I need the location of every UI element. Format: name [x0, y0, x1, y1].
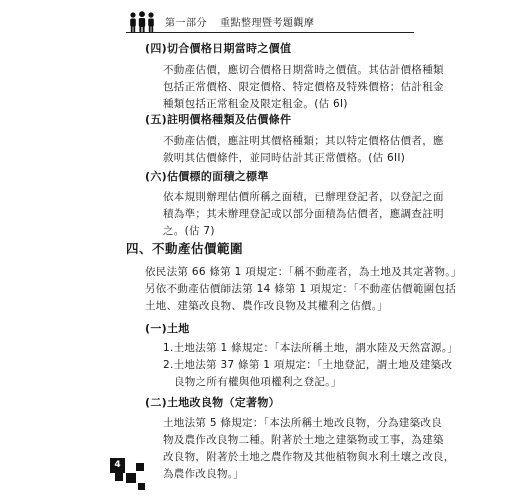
- paragraph-line: 種類包括正常租金及限定租金。(估 6I): [163, 98, 348, 110]
- page-number: 4: [110, 458, 125, 473]
- paragraph-line: 積為準；其未辦理登記或以部分面積為估價者，應調查註明: [163, 208, 444, 220]
- paragraph-line: 不動產估價，應切合價格日期當時之價值。其估計價格種類: [163, 64, 444, 76]
- paragraph-line: 依民法第 66 條第 1 項規定：「稱不動產者，為土地及其定著物。」: [145, 266, 462, 278]
- subheading-land: (一)土地: [145, 322, 190, 335]
- paragraph-line: 物及農作改良物二種。附著於土地之建築物或工事，為建築: [163, 434, 444, 446]
- subheading-4: (四)切合價格日期當時之價值: [145, 42, 292, 55]
- paragraph-line: 土地、建築改良物、農作改良物及其權利之估價。」: [145, 300, 389, 312]
- paragraph-line: 為農作改良物。」: [163, 468, 245, 480]
- decorative-square: [138, 483, 145, 490]
- decorative-square: [136, 463, 144, 471]
- paragraph-line: 1.土地法第 1 條規定：「本法所稱土地，謂水陸及天然富源。」: [163, 342, 459, 354]
- section-heading-4: 四、不動產估價範圍: [126, 241, 244, 256]
- subheading-6: (六)估價標的面積之標準: [145, 170, 269, 183]
- paragraph-line: 改良物，附著於土地之農作物及其他植物與水利土壤之改良，: [163, 451, 455, 463]
- paragraph-line: 另依不動產估價師法第 14 條第 1 項規定：「不動產估價範圍包括: [145, 283, 457, 295]
- paragraph-line: 2.土地法第 37 條第 1 項規定：「土地登記，謂土地及建築改: [163, 359, 453, 371]
- decorative-square: [115, 473, 123, 481]
- subheading-5: (五)註明價格種類及估價條件: [145, 113, 292, 126]
- decorative-square: [126, 473, 136, 483]
- paragraph-line: 不動產估價，應註明其價格種類；其以特定價格估價者，應: [163, 135, 444, 147]
- paragraph-line: 之。(估 7): [163, 225, 215, 237]
- paragraph-line: 敘明其估價條件，並同時估計其正常價格。(估 6II): [163, 152, 406, 164]
- paragraph-line: 良物之所有權與他項權利之登記。」: [174, 376, 342, 388]
- paragraph-line: 依本規則辦理估價所稱之面積，已辦理登記者，以登記之面: [163, 191, 444, 203]
- paragraph-line: 土地法第 5 條規定：「本法所稱土地改良物，分為建築改良: [163, 417, 443, 429]
- paragraph-line: 包括正常價格、限定價格、特定價格及特殊價格；估計租金: [163, 81, 444, 93]
- header-part-label: 第一部分: [165, 18, 207, 29]
- header-title: 重點整理暨考題觀摩: [220, 18, 315, 29]
- subheading-improvements: (二)土地改良物（定著物）: [145, 396, 280, 409]
